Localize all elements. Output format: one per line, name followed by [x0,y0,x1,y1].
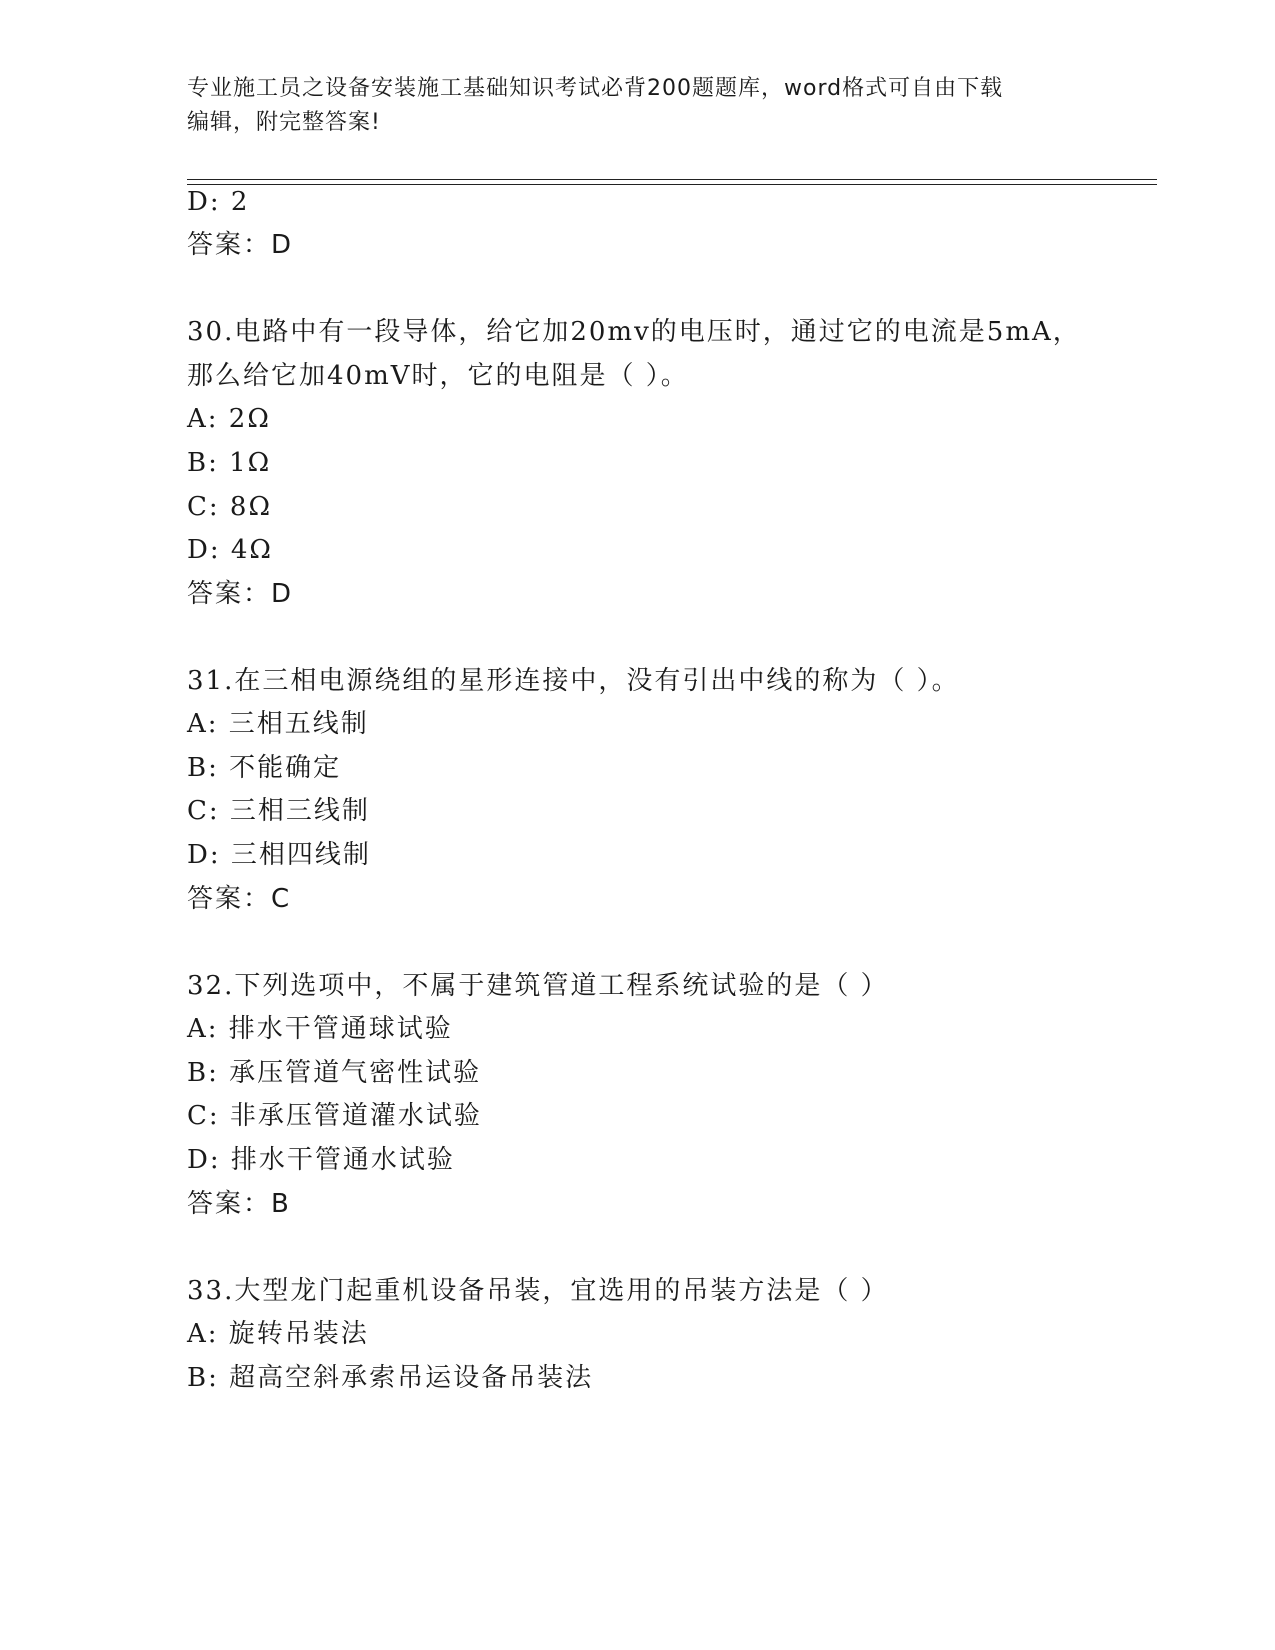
document-header [187,72,1087,140]
answer-line: 答案：B [187,1189,291,1219]
option-a: A: 三相五线制 [187,709,369,739]
option-d: D: 4Ω [187,535,273,565]
option-c: C: 8Ω [187,492,273,522]
option-d: D: 排水干管通水试验 [187,1145,455,1175]
question-31-text: 31.在三相电源绕组的星形连接中，没有引出中线的称为（ ）。 [187,666,960,696]
option-b: B: 超高空斜承索吊运设备吊装法 [187,1363,594,1393]
option-c: C: 三相三线制 [187,796,370,826]
option-c: C: 非承压管道灌水试验 [187,1101,482,1131]
option-a: A: 旋转吊装法 [187,1319,369,1349]
option-b: B: 1Ω [187,448,272,478]
option-b: B: 承压管道气密性试验 [187,1058,482,1088]
header-divider-top [187,179,1157,180]
answer-line: 答案：D [187,579,294,609]
header-divider-bottom [187,184,1157,185]
option-a: A: 排水干管通球试验 [187,1014,453,1044]
question-32-text: 32.下列选项中，不属于建筑管道工程系统试验的是（ ） [187,971,889,1001]
answer-line: 答案：C [187,884,292,914]
question-33-text: 33.大型龙门起重机设备吊装，宜选用的吊装方法是（ ） [187,1276,889,1306]
option-b: B: 不能确定 [187,753,342,783]
header-title-line-1: 专业施工员之设备安装施工基础知识考试必背200题题库，word格式可自由下载 [187,76,1004,101]
option-a: A: 2Ω [187,404,271,434]
answer-line: 答案：D [187,230,294,260]
header-title-line-2: 编辑，附完整答案! [187,110,381,135]
option-d: D: 三相四线制 [187,840,371,870]
question-30-text: 30.电路中有一段导体，给它加20mv的电压时，通过它的电流是5mA， [187,317,1081,347]
question-30-text-cont: 那么给它加40mV时，它的电阻是（ ）。 [187,361,689,391]
option-d: D: 2 [187,187,250,217]
